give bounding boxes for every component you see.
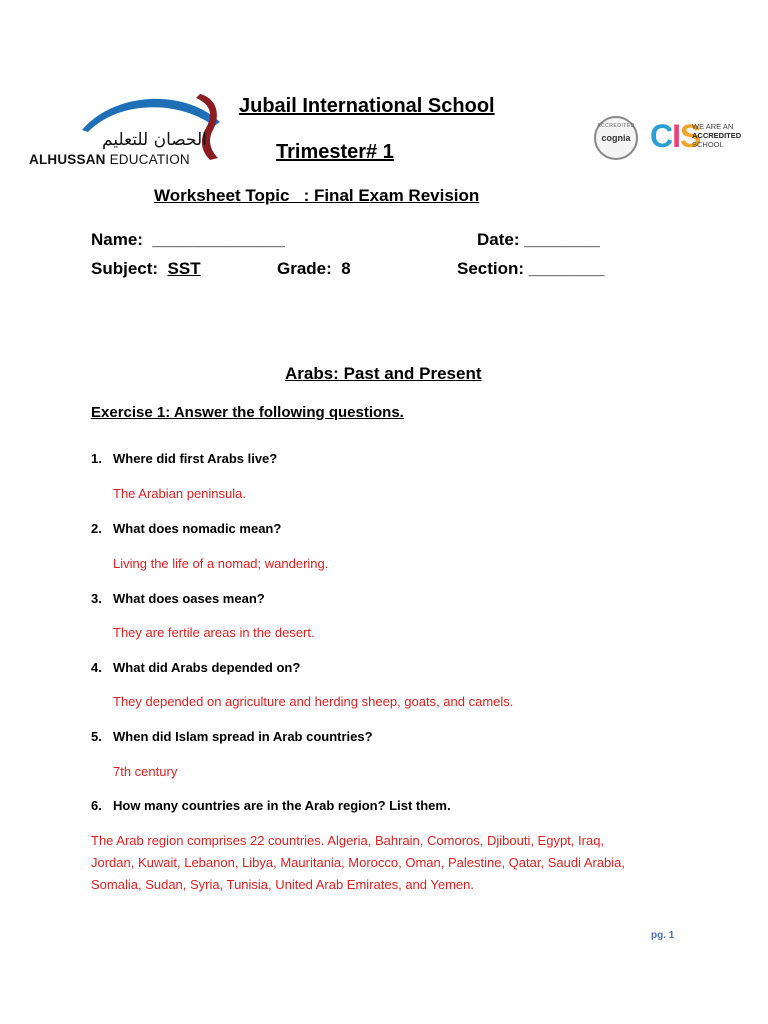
cis-accredited-text [692,122,741,149]
answer-2: Living the life of a nomad; wandering. [113,556,329,571]
subject-field [91,259,201,279]
cognia-badge [594,116,638,160]
answer-6-line: Somalia, Sudan, Syria, Tunisia, United Arab Emirates, and Yemen. [91,877,474,892]
answer-1: The Arabian peninsula. [113,486,246,501]
logo-edu: EDUCATION [109,152,190,167]
answer-6 [91,830,691,896]
answer-5: 7th century [113,764,178,779]
cis-letter-i: I [672,118,680,154]
question-text: What does oases mean? [113,591,265,606]
answer-3: They are fertile areas in the desert. [113,625,315,640]
section-field: Section: ________ [457,259,605,278]
grade-field: Grade: 8 [277,259,351,278]
name-field: Name: ______________ [91,230,285,249]
question-number: 6. [91,798,102,813]
logo-arabic-text: الحصان للتعليم [102,130,207,150]
subject-label: Subject: [91,259,168,278]
question-number: 4. [91,660,102,675]
question-number: 2. [91,521,102,536]
question-text: When did Islam spread in Arab countries? [113,729,373,744]
question-1 [91,451,277,466]
question-text: How many countries are in the Arab region? List them. [113,798,451,813]
cis-letter-s: S [680,118,701,154]
cis-line-1: WE ARE AN [692,122,734,131]
question-number: 5. [91,729,102,744]
worksheet-topic: Worksheet Topic : Final Exam Revision [154,186,480,205]
question-6 [91,798,451,813]
question-text: What did Arabs depended on? [113,660,301,675]
cis-letter-c: C [650,118,673,154]
page-number: pg. 1 [651,930,675,941]
question-3 [91,591,265,606]
section-heading: Arabs: Past and Present [285,364,482,383]
question-2 [91,521,281,536]
question-number: 1. [91,451,102,466]
logo-brand: ALHUSSAN [29,152,106,167]
answer-6-line: Jordan, Kuwait, Lebanon, Libya, Mauritania, Morocco, Oman, Palestine, Qatar, Saudi Arabia, [91,855,626,870]
question-4 [91,660,300,675]
cognia-badge-name: cognia [601,133,631,143]
question-number: 3. [91,591,102,606]
alhussan-logo [24,92,224,170]
cis-line-2: ACCREDITED [692,131,742,140]
question-5 [91,729,373,744]
answer-6-line: The Arab region comprises 22 countries. Algeria, Bahrain, Comoros, Djibouti, Egypt, Iraq, [91,833,605,848]
exercise-heading: Exercise 1: Answer the following questions. [91,404,404,421]
question-text: What does nomadic mean? [113,521,282,536]
cis-line-3: SCHOOL [692,140,724,149]
accreditation-logos [590,114,740,170]
logo-english-text [29,152,190,167]
trimester-title: Trimester# 1 [276,141,394,163]
answer-4: They depended on agriculture and herding sheep, goats, and camels. [113,694,514,709]
cognia-badge-top: ACCREDITED [597,123,635,129]
date-field: Date: ________ [477,230,600,249]
question-text: Where did first Arabs live? [113,451,278,466]
subject-value: SST [167,259,201,278]
school-name: Jubail International School [239,95,495,117]
